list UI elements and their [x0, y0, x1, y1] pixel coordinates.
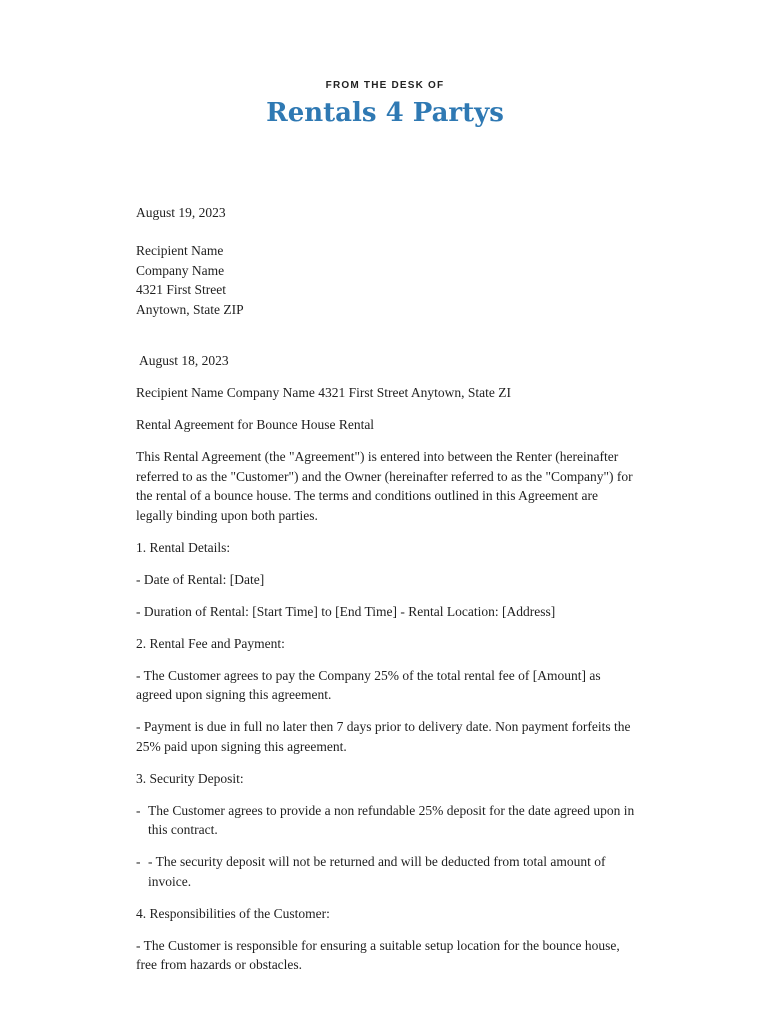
section-4-heading: 4. Responsibilities of the Customer: — [136, 905, 330, 921]
section-3-bullet-2 — [136, 852, 636, 891]
letterhead-kicker: FROM THE DESK OF — [325, 80, 445, 91]
recipient-name: Recipient Name — [136, 243, 224, 258]
recipient-street: 4321 First Street — [136, 282, 226, 297]
body-date: August 18, 2023 — [139, 353, 229, 368]
bullet-marker: - — [136, 802, 141, 818]
section-1-item-2: - Duration of Rental: [Start Time] to [End Time] - Rental Location: [Address] — [136, 603, 556, 619]
section-2-heading: 2. Rental Fee and Payment: — [136, 635, 285, 651]
recipient-company: Company Name — [136, 262, 225, 278]
section-4-item-1: - The Customer is responsible for ensuring a suitable setup location for the bounce house, free from hazards or obstacles. — [136, 937, 620, 972]
bullet-text: - The security deposit will not be returned and will be deducted from total amount of invoice. — [148, 854, 606, 889]
section-3-bullet-1 — [136, 801, 636, 840]
letterhead-company-name: Rentals 4 Partys — [266, 98, 504, 128]
body-recipient-line: Recipient Name Company Name 4321 First Street Anytown, State ZI — [136, 385, 511, 400]
bullet-marker: - — [136, 854, 141, 869]
body-intro-paragraph: This Rental Agreement (the "Agreement") is entered into between the Renter (hereinafter referred to as the "Customer") and the Owner (hereinafter referred to as the "Company") for the rental of a bounce house. The terms and conditions outlined in this Agreement are legally binding upon both parties. — [136, 449, 633, 523]
recipient-city-state-zip: Anytown, State ZIP — [136, 301, 244, 317]
section-1-item-1: - Date of Rental: [Date] — [136, 571, 265, 587]
section-1-heading: 1. Rental Details: — [136, 539, 231, 555]
section-2-item-1: - The Customer agrees to pay the Company 25% of the total rental fee of [Amount] as agreed upon signing this agreement. — [136, 667, 601, 702]
recipient-address-block — [136, 241, 636, 319]
letter-body — [136, 351, 636, 987]
header-date: August 19, 2023 — [136, 205, 226, 220]
section-2-item-2: - Payment is due in full no later then 7 days prior to delivery date. Non payment forfeits the 25% paid upon signing this agreement. — [136, 719, 631, 754]
section-3-heading: 3. Security Deposit: — [136, 770, 244, 786]
body-subject: Rental Agreement for Bounce House Rental — [136, 417, 375, 432]
bullet-text: The Customer agrees to provide a non refundable 25% deposit for the date agreed upon in this contract. — [148, 802, 635, 837]
